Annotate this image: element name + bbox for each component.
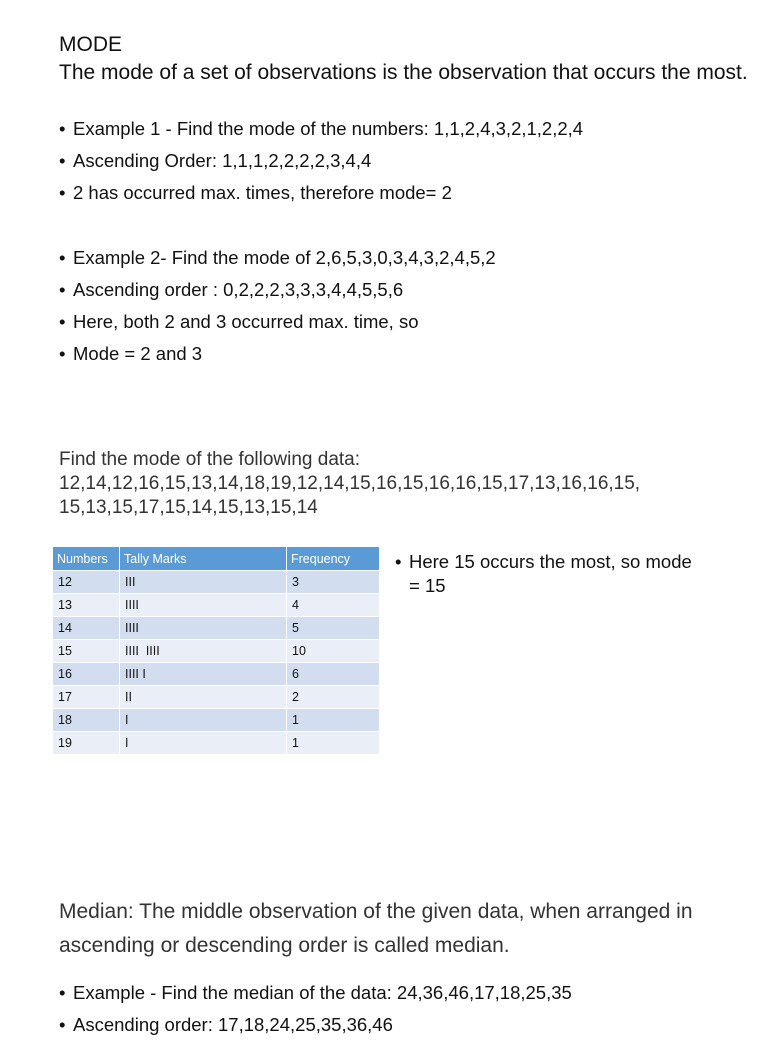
cell-number: 17 bbox=[53, 686, 120, 709]
list-item: • Ascending Order: 1,1,1,2,2,2,2,3,4,4 bbox=[59, 145, 583, 177]
example1-list bbox=[59, 113, 583, 209]
cell-number: 15 bbox=[53, 640, 120, 663]
task-line: 15,13,15,17,15,14,15,13,15,14 bbox=[59, 497, 318, 518]
table-row bbox=[53, 686, 380, 709]
table-row bbox=[53, 709, 380, 732]
cell-tally: III bbox=[120, 571, 287, 594]
cell-frequency: 1 bbox=[287, 709, 380, 732]
table-row bbox=[53, 663, 380, 686]
cell-tally: IIII IIII bbox=[120, 640, 287, 663]
example2-list bbox=[59, 242, 496, 370]
task-question bbox=[59, 448, 749, 520]
cell-frequency: 1 bbox=[287, 732, 380, 755]
median-example-list bbox=[59, 977, 572, 1041]
mode-title: MODE bbox=[59, 33, 122, 56]
table-row bbox=[53, 571, 380, 594]
cell-frequency: 2 bbox=[287, 686, 380, 709]
cell-number: 14 bbox=[53, 617, 120, 640]
table-row bbox=[53, 640, 380, 663]
cell-number: 19 bbox=[53, 732, 120, 755]
list-item: • Example 2- Find the mode of 2,6,5,3,0,3,4,3,2,4,5,2 bbox=[59, 242, 496, 274]
list-item: • Here, both 2 and 3 occurred max. time, so bbox=[59, 306, 496, 338]
list-item: • Ascending order: 17,18,24,25,35,36,46 bbox=[59, 1009, 572, 1041]
cell-frequency: 4 bbox=[287, 594, 380, 617]
list-item: • Mode = 2 and 3 bbox=[59, 338, 496, 370]
task-line: 12,14,12,16,15,13,14,18,19,12,14,15,16,15,16,16,15,17,13,16,16,15, bbox=[59, 473, 641, 494]
cell-frequency: 10 bbox=[287, 640, 380, 663]
cell-frequency: 6 bbox=[287, 663, 380, 686]
cell-tally: II bbox=[120, 686, 287, 709]
cell-frequency: 5 bbox=[287, 617, 380, 640]
list-item: • Example 1 - Find the mode of the numbers: 1,1,2,4,3,2,1,2,2,4 bbox=[59, 113, 583, 145]
header-numbers: Numbers bbox=[53, 547, 120, 571]
list-item: • Example - Find the median of the data: 24,36,46,17,18,25,35 bbox=[59, 977, 572, 1009]
list-item: • 2 has occurred max. times, therefore mode= 2 bbox=[59, 177, 583, 209]
median-definition: Median: The middle observation of the given data, when arranged in ascending or descending order is called median. bbox=[59, 900, 693, 957]
task-line: Find the mode of the following data: bbox=[59, 449, 361, 470]
table-header-row bbox=[53, 547, 380, 571]
cell-tally: IIII I bbox=[120, 663, 287, 686]
cell-frequency: 3 bbox=[287, 571, 380, 594]
answer-text: Here 15 occurs the most, so mode = 15 bbox=[409, 551, 692, 596]
mode-definition: The mode of a set of observations is the observation that occurs the most. bbox=[59, 61, 748, 84]
cell-tally: IIII bbox=[120, 617, 287, 640]
list-item: • Ascending order : 0,2,2,2,3,3,3,4,4,5,5,6 bbox=[59, 274, 496, 306]
table-row bbox=[53, 732, 380, 755]
header-tally-marks: Tally Marks bbox=[120, 547, 287, 571]
cell-number: 18 bbox=[53, 709, 120, 732]
bullet-glyph: • bbox=[395, 551, 402, 572]
cell-tally: I bbox=[120, 732, 287, 755]
answer-note bbox=[395, 550, 695, 598]
header-frequency: Frequency bbox=[287, 547, 380, 571]
cell-number: 13 bbox=[53, 594, 120, 617]
cell-number: 12 bbox=[53, 571, 120, 594]
table-row bbox=[53, 617, 380, 640]
cell-tally: IIII bbox=[120, 594, 287, 617]
cell-number: 16 bbox=[53, 663, 120, 686]
tally-table bbox=[53, 547, 380, 754]
table-row bbox=[53, 594, 380, 617]
cell-tally: I bbox=[120, 709, 287, 732]
